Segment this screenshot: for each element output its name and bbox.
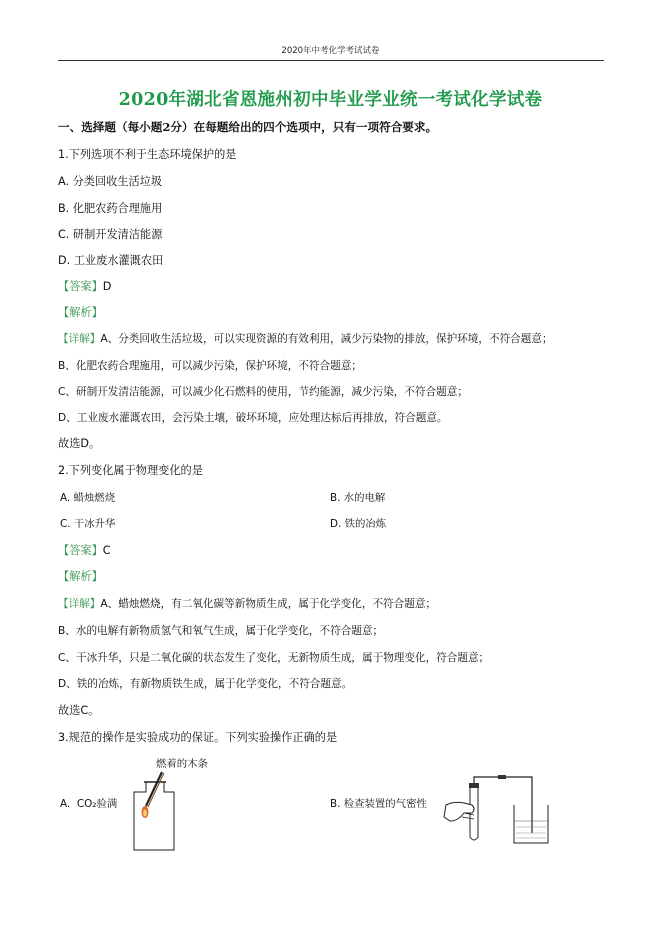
q1-option-c: C. 研制开发清洁能源 xyxy=(58,228,163,241)
q1-option-d: D. 工业废水灌溉农田 xyxy=(58,254,164,267)
exam-title: 2020年湖北省恩施州初中毕业学业统一考试化学试卷 xyxy=(118,90,543,110)
q1-detail-d: D、工业废水灌溉农田，会污染土壤，破坏环境，应处理达标后再排放，符合题意。 xyxy=(58,412,448,424)
q1-option-a: A. 分类回收生活垃圾 xyxy=(58,175,163,188)
page-header: 2020年中考化学考试试卷 xyxy=(281,46,380,56)
wood-splint xyxy=(146,772,162,806)
stopper xyxy=(469,783,479,788)
answer-tag: 【答案】 xyxy=(58,280,103,293)
q1-conclusion: 故选D。 xyxy=(58,437,101,450)
q1-detail-a: 【详解】A、分类回收生活垃圾，可以实现资源的有效利用，减少污染物的排放，保护环境，不符合题意； xyxy=(58,333,553,345)
q3-option-b: B. 检查装置的气密性 xyxy=(330,798,427,810)
q1-detail-b: B、化肥农药合理施用，可以减少污染，保护环境，不符合题意； xyxy=(58,360,362,372)
header-rule xyxy=(58,60,604,61)
q2-option-c: C. 干冰升华 xyxy=(60,518,116,530)
q1-stem: 1.下列选项不利于生态环境保护的是 xyxy=(58,148,237,161)
q2-detail-d: D、铁的冶炼，有新物质铁生成，属于化学变化，不符合题意。 xyxy=(58,678,353,690)
q1-answer xyxy=(58,280,111,294)
airtightness-figure xyxy=(440,775,550,847)
q1-option-b: B. 化肥农药合理施用 xyxy=(58,202,163,215)
q1-detail-c: C、研制开发清洁能源，可以减少化石燃料的使用，节约能源，减少污染，不符合题意； xyxy=(58,386,468,398)
q3-option-a: A. CO₂验满 xyxy=(60,798,118,810)
q2-option-d: D. 铁的冶炼 xyxy=(330,518,387,530)
section-heading: 一、选择题（每小题2分）在每题给出的四个选项中，只有一项符合要求。 xyxy=(58,120,438,134)
gas-bottle xyxy=(134,782,174,850)
q2-detail-b: B、水的电解有新物质氢气和氧气生成，属于化学变化，不符合题意； xyxy=(58,625,384,637)
q2-detail-a: 【详解】A、蜡烛燃烧，有二氧化碳等新物质生成，属于化学变化，不符合题意； xyxy=(58,598,437,610)
q2-conclusion: 故选C。 xyxy=(58,704,100,717)
detail-tag: 【详解】 xyxy=(58,598,101,610)
answer-value: C xyxy=(102,544,111,557)
q1-analysis-tag: 【解析】 xyxy=(58,306,103,319)
q2-answer xyxy=(58,544,111,558)
beaker xyxy=(514,805,548,843)
delivery-tube xyxy=(474,777,532,833)
q3-stem: 3.规范的操作是实验成功的保证。下列实验操作正确的是 xyxy=(58,731,338,744)
q2-option-a: A. 蜡烛燃烧 xyxy=(60,492,116,504)
q2-stem: 2.下列变化属于物理变化的是 xyxy=(58,464,203,477)
q3-figure-a-caption: 燃着的木条 xyxy=(156,758,208,770)
q2-detail-c: C、干冰升华，只是二氧化碳的状态发生了变化，无新物质生成，属于物理变化，符合题意； xyxy=(58,652,490,664)
answer-value: D xyxy=(102,280,112,293)
q2-analysis-tag: 【解析】 xyxy=(58,570,103,583)
q2-option-b: B. 水的电解 xyxy=(330,492,386,504)
co2-bottle-figure xyxy=(120,770,180,852)
answer-tag: 【答案】 xyxy=(58,544,103,557)
detail-tag: 【详解】 xyxy=(58,333,101,345)
